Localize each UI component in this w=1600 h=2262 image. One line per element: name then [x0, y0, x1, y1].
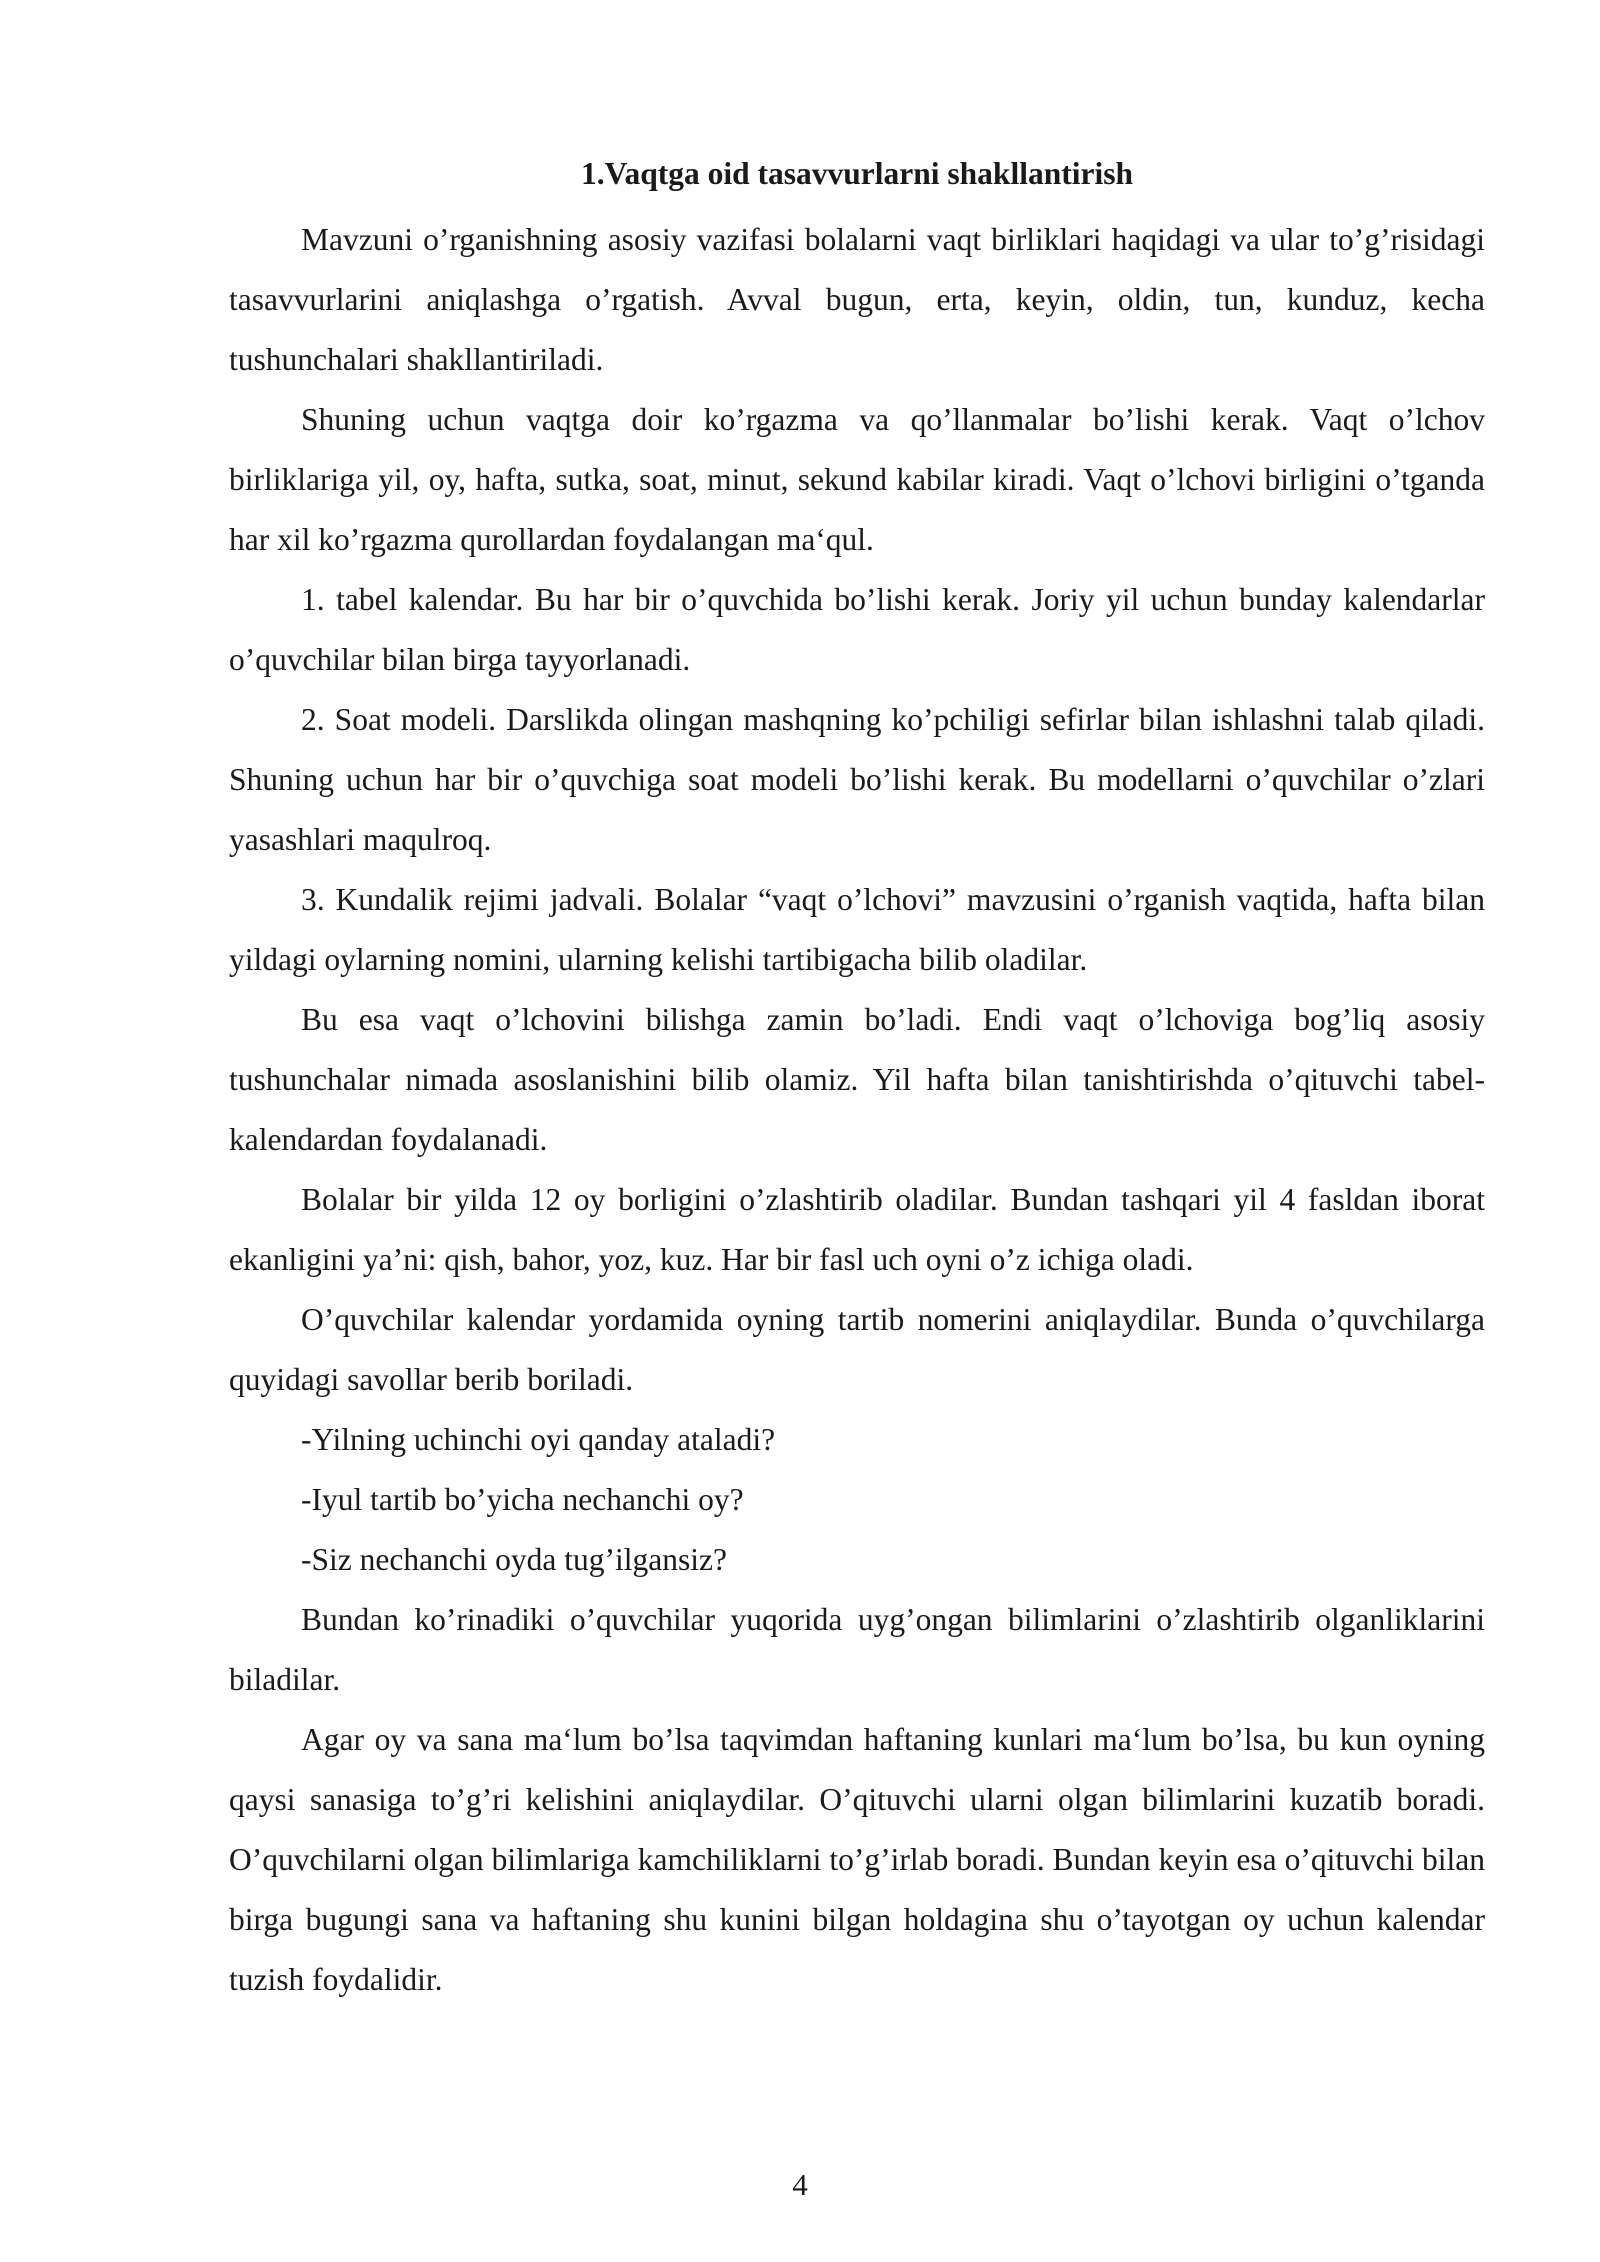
section-title: 1.Vaqtga oid tasavvurlarni shakllantirish [581, 156, 1133, 191]
paragraph: Shuning uchun vaqtga doir ko’rgazma va qo’llanmalar bo’lishi kerak. Vaqt o’lchov birliklariga yil, oy, hafta, sutka, soat, minut, sekund kabilar kiradi. Vaqt o’lchovi birligini o’tganda har xil ko’rgazma qurollardan foydalangan ma‘qul. [229, 402, 1485, 557]
question-line: -Iyul tartib bo’yicha nechanchi oy? [301, 1482, 744, 1517]
page-content [229, 150, 1485, 2010]
paragraph: O’quvchilar kalendar yordamida oyning tartib nomerini aniqlaydilar. Bunda o’quvchilarga quyidagi savollar berib boriladi. [229, 1302, 1485, 1397]
paragraph: Bundan ko’rinadiki o’quvchilar yuqorida uyg’ongan bilimlarini o’zlashtirib olganliklarini biladilar. [229, 1602, 1485, 1697]
question-line: -Siz nechanchi oyda tug’ilgansiz? [301, 1542, 727, 1577]
paragraph: Bu esa vaqt o’lchovini bilishga zamin bo’ladi. Endi vaqt o’lchoviga bog’liq asosiy tushunchalar nimada asoslanishini bilib olamiz. Yil hafta bilan tanishtirishda o’qituvchi tabel-kalendardan foydalanadi. [229, 1002, 1485, 1157]
paragraph: 1. tabel kalendar. Bu har bir o’quvchida bo’lishi kerak. Joriy yil uchun bunday kalendarlar o’quvchilar bilan birga tayyorlanadi. [229, 582, 1485, 677]
paragraph: Mavzuni o’rganishning asosiy vazifasi bolalarni vaqt birliklari haqidagi va ular to’g’risidagi tasavvurlarini aniqlashga o’rgatish. Avval bugun, erta, keyin, oldin, tun, kunduz, kecha tushunchalari shakllantiriladi. [229, 222, 1485, 377]
question-line: -Yilning uchinchi oyi qanday ataladi? [301, 1422, 776, 1457]
paragraph: 2. Soat modeli. Darslikda olingan mashqning ko’pchiligi sefirlar bilan ishlashni talab qiladi. Shuning uchun har bir o’quvchiga soat modeli bo’lishi kerak. Bu modellarni o’quvchilar o’zlari yasashlari maqulroq. [229, 702, 1485, 857]
paragraph: Bolalar bir yilda 12 oy borligini o’zlashtirib oladilar. Bundan tashqari yil 4 fasldan iborat ekanligini ya’ni: qish, bahor, yoz, kuz. Har bir fasl uch oyni o’z ichiga oladi. [229, 1182, 1485, 1277]
page-number: 4 [792, 2167, 808, 2202]
paragraph: Agar oy va sana ma‘lum bo’lsa taqvimdan haftaning kunlari ma‘lum bo’lsa, bu kun oyning qaysi sanasiga to’g’ri kelishini aniqlaydilar. O’qituvchi ularni olgan bilimlarini kuzatib boradi. O’quvchilarni olgan bilimlariga kamchiliklarni to’g’irlab boradi. Bundan keyin esa o’qituvchi bilan birga bugungi sana va haftaning shu kunini bilgan holdagina shu o’tayotgan oy uchun kalendar tuzish foydalidir. [229, 1722, 1485, 1997]
paragraph: 3. Kundalik rejimi jadvali. Bolalar “vaqt o’lchovi” mavzusini o’rganish vaqtida, hafta bilan yildagi oylarning nomini, ularning kelishi tartibigacha bilib oladilar. [229, 882, 1485, 977]
